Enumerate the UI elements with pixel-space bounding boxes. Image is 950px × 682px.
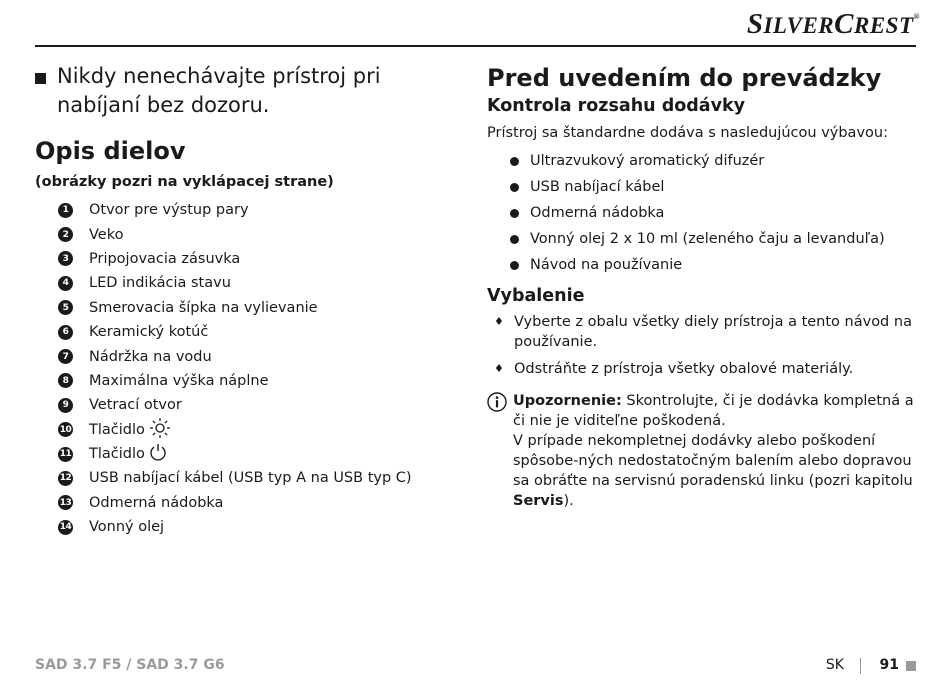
part-number-badge: 12 — [58, 471, 73, 486]
subtitle-unpack: Vybalenie — [487, 286, 585, 306]
footer-divider — [860, 658, 861, 674]
note-block — [487, 391, 917, 511]
part-item — [35, 418, 455, 442]
part-label: Pripojovacia zásuvka — [89, 250, 241, 267]
part-number-badge: 6 — [58, 325, 73, 340]
model-number: SAD 3.7 F5 / SAD 3.7 G6 — [35, 657, 225, 673]
part-number-badge: 10 — [58, 422, 73, 437]
part-number-badge: 14 — [58, 520, 73, 535]
warning-text: Nikdy nenechávajte prístroj pri nabíjaní bez dozoru. — [57, 64, 381, 117]
part-item — [35, 442, 455, 466]
unpack-step — [487, 359, 917, 379]
bullet-dot-icon — [510, 183, 519, 192]
part-item — [35, 271, 455, 295]
diamond-bullet-icon: ♦ — [494, 362, 504, 375]
part-label: Odmerná nádobka — [89, 494, 224, 511]
bullet-dot-icon — [510, 209, 519, 218]
bullet-dot-icon — [510, 261, 519, 270]
part-item — [35, 296, 455, 320]
part-item — [35, 247, 455, 271]
servis-ref: Servis — [513, 493, 564, 509]
diamond-bullet-icon: ♦ — [494, 315, 504, 328]
unpack-step-text: Vyberte z obalu všetky diely prístroja a tento návod na používanie. — [514, 314, 912, 350]
scope-intro: Prístroj sa štandardne dodáva s nasledujúcou výbavou: — [487, 125, 888, 141]
bullet-dot-icon — [510, 157, 519, 166]
scope-item — [487, 252, 917, 278]
part-number-badge: 11 — [58, 447, 73, 462]
part-number-badge: 2 — [58, 227, 73, 242]
part-label: Vonný olej — [89, 519, 165, 536]
page-footer — [35, 657, 916, 677]
section-title-startup: Pred uvedením do prevádzky — [487, 64, 882, 92]
part-number-badge: 9 — [58, 398, 73, 413]
language-code: SK — [825, 657, 844, 673]
warning-item — [35, 62, 455, 120]
unpack-steps — [487, 312, 917, 379]
silvercrest-logo: SILVERCREST® — [746, 8, 920, 40]
unpack-step — [487, 312, 917, 352]
part-label: Veko — [89, 226, 124, 243]
page-number: 91 — [879, 657, 899, 673]
part-item — [35, 491, 455, 515]
bullet-dot-icon — [510, 235, 519, 244]
scope-item-label: Vonný olej 2 x 10 ml (zeleného čaju a levanduľa) — [530, 231, 885, 247]
part-label: Smerovacia šípka na vylievanie — [89, 299, 318, 316]
part-label: Otvor pre výstup pary — [89, 202, 249, 219]
part-item — [35, 344, 455, 368]
part-item — [35, 466, 455, 490]
scope-item — [487, 200, 917, 226]
part-number-badge: 4 — [58, 276, 73, 291]
part-label: LED indikácia stavu — [89, 275, 231, 292]
part-label: Tlačidlo — [89, 446, 145, 463]
part-label: Nádržka na vodu — [89, 348, 212, 365]
part-number-badge: 1 — [58, 203, 73, 218]
square-marker-icon — [906, 661, 916, 671]
part-label: Keramický kotúč — [89, 324, 209, 341]
scope-item-label: Ultrazvukový aromatický difuzér — [530, 153, 765, 169]
part-item — [35, 320, 455, 344]
section-title-parts: Opis dielov — [35, 137, 186, 165]
parts-subnote: (obrázky pozri na vyklápacej strane) — [35, 174, 334, 190]
header-rule — [35, 45, 916, 47]
right-column — [487, 62, 917, 511]
part-label: USB nabíjací kábel (USB typ A na USB typ C) — [89, 470, 412, 487]
part-item — [35, 393, 455, 417]
part-item — [35, 369, 455, 393]
part-label: Maximálna výška náplne — [89, 372, 269, 389]
light-icon — [149, 417, 171, 443]
scope-item — [487, 174, 917, 200]
info-icon — [487, 392, 507, 511]
left-column — [35, 62, 455, 539]
part-item — [35, 222, 455, 246]
part-number-badge: 8 — [58, 373, 73, 388]
scope-list — [487, 148, 917, 278]
part-label: Vetrací otvor — [89, 397, 182, 414]
part-item — [35, 198, 455, 222]
scope-item-label: Odmerná nádobka — [530, 205, 665, 221]
power-icon — [149, 443, 167, 465]
note-text: Upozornenie: Skontrolujte, či je dodávka kompletná a či nie je viditeľne poškodená. V prípade nekompletnej dodávky alebo poškodení spôsobe-ných nedostatočným balením alebo dopravou sa obráťte na servisnú poradenskú linku (pozri kapitolu Servis). — [513, 393, 914, 509]
scope-item — [487, 148, 917, 174]
part-number-badge: 5 — [58, 300, 73, 315]
scope-item — [487, 226, 917, 252]
scope-item-label: USB nabíjací kábel — [530, 179, 665, 195]
part-number-badge: 13 — [58, 495, 73, 510]
part-item — [35, 515, 455, 539]
part-number-badge: 7 — [58, 349, 73, 364]
subtitle-scope: Kontrola rozsahu dodávky — [487, 96, 746, 116]
scope-item-label: Návod na používanie — [530, 257, 683, 273]
note-label: Upozornenie: — [513, 393, 622, 409]
square-bullet-icon — [35, 73, 46, 84]
part-number-badge: 3 — [58, 251, 73, 266]
unpack-step-text: Odstráňte z prístroja všetky obalové materiály. — [514, 361, 854, 377]
parts-list — [35, 198, 455, 539]
part-label: Tlačidlo — [89, 421, 145, 438]
